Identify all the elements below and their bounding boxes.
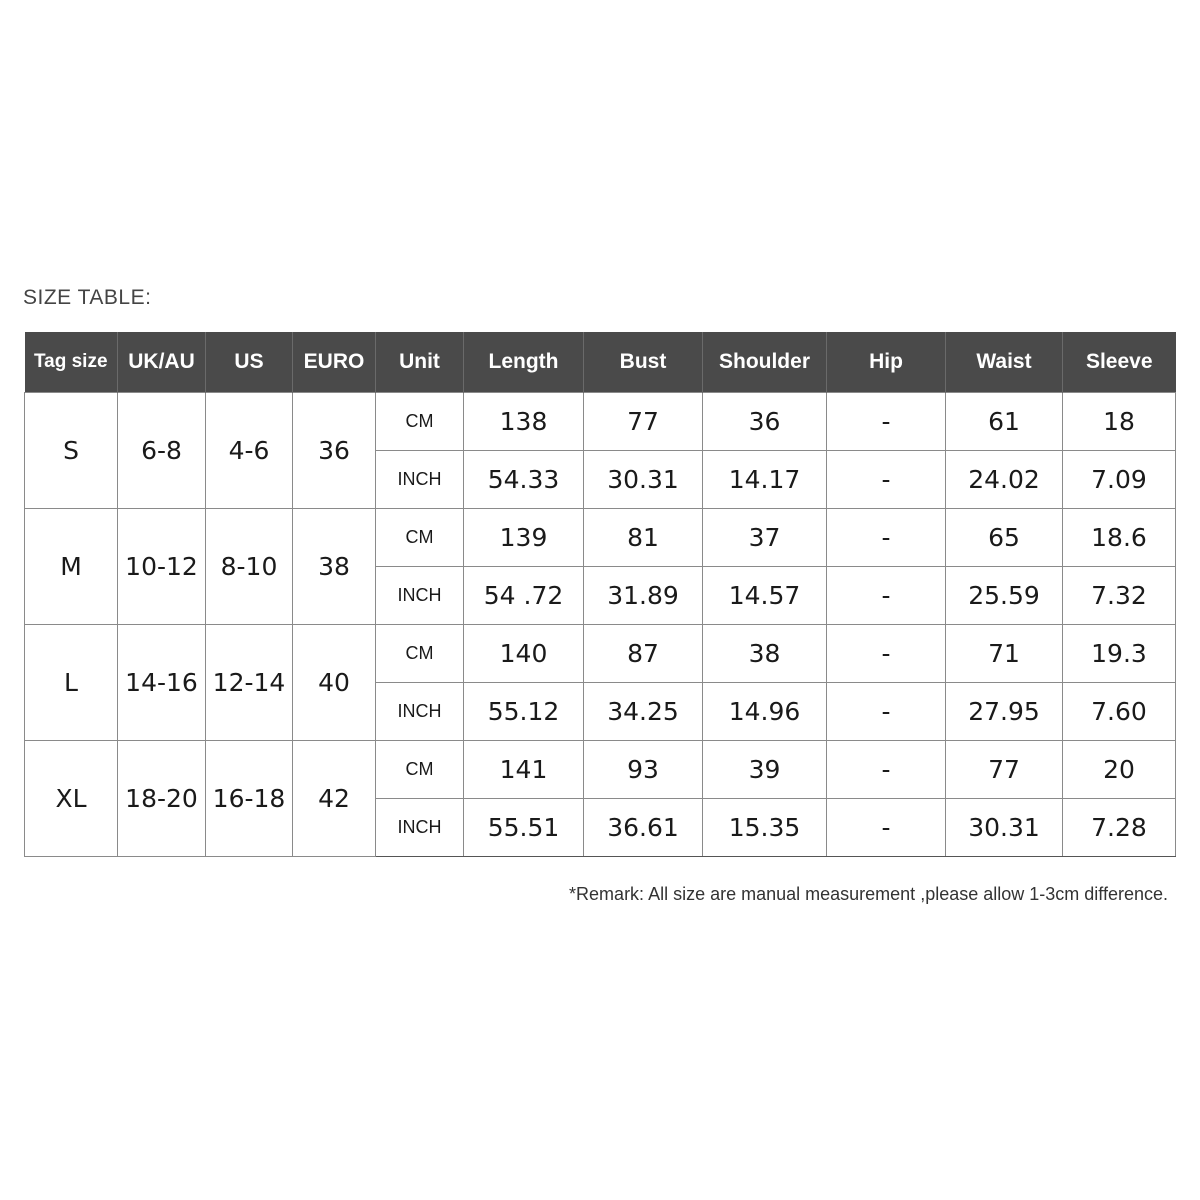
header-sleeve: Sleeve: [1063, 332, 1176, 393]
waist-cell: 25.59: [946, 567, 1063, 625]
remark-note: *Remark: All size are manual measurement ,please allow 1-3cm difference.: [569, 884, 1168, 904]
header-tag-size: Tag size: [25, 332, 118, 393]
waist-cell: 61: [946, 393, 1063, 451]
shoulder-cell: 37: [703, 509, 827, 567]
unit-cell: CM: [376, 393, 464, 451]
header-hip: Hip: [827, 332, 946, 393]
waist-cell: 71: [946, 625, 1063, 683]
waist-cell: 65: [946, 509, 1063, 567]
unit-cell: INCH: [376, 683, 464, 741]
sleeve-cell: 20: [1063, 741, 1176, 799]
euro-cell: 40: [293, 625, 376, 741]
sleeve-cell: 18: [1063, 393, 1176, 451]
bust-cell: 93: [584, 741, 703, 799]
shoulder-cell: 14.57: [703, 567, 827, 625]
length-cell: 54.33: [464, 451, 584, 509]
header-length: Length: [464, 332, 584, 393]
tag-size-cell: XL: [25, 741, 118, 857]
table-row: [25, 509, 1176, 567]
length-cell: 140: [464, 625, 584, 683]
header-shoulder: Shoulder: [703, 332, 827, 393]
hip-cell: -: [827, 393, 946, 451]
us-cell: 12-14: [206, 625, 293, 741]
tag-size-cell: S: [25, 393, 118, 509]
table-row: [25, 393, 1176, 451]
hip-cell: -: [827, 799, 946, 857]
header-us: US: [206, 332, 293, 393]
bust-cell: 87: [584, 625, 703, 683]
table-row: [25, 625, 1176, 683]
uk-au-cell: 6-8: [118, 393, 206, 509]
page-title: SIZE TABLE:: [23, 286, 152, 309]
length-cell: 54 .72: [464, 567, 584, 625]
uk-au-cell: 10-12: [118, 509, 206, 625]
sleeve-cell: 19.3: [1063, 625, 1176, 683]
hip-cell: -: [827, 625, 946, 683]
euro-cell: 38: [293, 509, 376, 625]
header-unit: Unit: [376, 332, 464, 393]
length-cell: 141: [464, 741, 584, 799]
shoulder-cell: 14.17: [703, 451, 827, 509]
header-waist: Waist: [946, 332, 1063, 393]
sleeve-cell: 7.09: [1063, 451, 1176, 509]
bust-cell: 31.89: [584, 567, 703, 625]
unit-cell: CM: [376, 625, 464, 683]
bust-cell: 30.31: [584, 451, 703, 509]
euro-cell: 36: [293, 393, 376, 509]
hip-cell: -: [827, 509, 946, 567]
length-cell: 55.51: [464, 799, 584, 857]
unit-cell: INCH: [376, 451, 464, 509]
tag-size-cell: L: [25, 625, 118, 741]
waist-cell: 30.31: [946, 799, 1063, 857]
waist-cell: 27.95: [946, 683, 1063, 741]
hip-cell: -: [827, 741, 946, 799]
length-cell: 138: [464, 393, 584, 451]
unit-cell: CM: [376, 509, 464, 567]
size-table: [24, 332, 1176, 857]
waist-cell: 77: [946, 741, 1063, 799]
bust-cell: 81: [584, 509, 703, 567]
bust-cell: 36.61: [584, 799, 703, 857]
euro-cell: 42: [293, 741, 376, 857]
sleeve-cell: 7.60: [1063, 683, 1176, 741]
length-cell: 55.12: [464, 683, 584, 741]
us-cell: 16-18: [206, 741, 293, 857]
shoulder-cell: 38: [703, 625, 827, 683]
sleeve-cell: 18.6: [1063, 509, 1176, 567]
uk-au-cell: 18-20: [118, 741, 206, 857]
waist-cell: 24.02: [946, 451, 1063, 509]
us-cell: 8-10: [206, 509, 293, 625]
hip-cell: -: [827, 567, 946, 625]
hip-cell: -: [827, 683, 946, 741]
sleeve-cell: 7.32: [1063, 567, 1176, 625]
shoulder-cell: 39: [703, 741, 827, 799]
table-row: [25, 741, 1176, 799]
us-cell: 4-6: [206, 393, 293, 509]
bust-cell: 77: [584, 393, 703, 451]
hip-cell: -: [827, 451, 946, 509]
bust-cell: 34.25: [584, 683, 703, 741]
unit-cell: INCH: [376, 799, 464, 857]
uk-au-cell: 14-16: [118, 625, 206, 741]
unit-cell: INCH: [376, 567, 464, 625]
shoulder-cell: 36: [703, 393, 827, 451]
length-cell: 139: [464, 509, 584, 567]
sleeve-cell: 7.28: [1063, 799, 1176, 857]
tag-size-cell: M: [25, 509, 118, 625]
header-bust: Bust: [584, 332, 703, 393]
unit-cell: CM: [376, 741, 464, 799]
header-row: [25, 332, 1176, 393]
header-euro: EURO: [293, 332, 376, 393]
shoulder-cell: 14.96: [703, 683, 827, 741]
header-uk-au: UK/AU: [118, 332, 206, 393]
shoulder-cell: 15.35: [703, 799, 827, 857]
